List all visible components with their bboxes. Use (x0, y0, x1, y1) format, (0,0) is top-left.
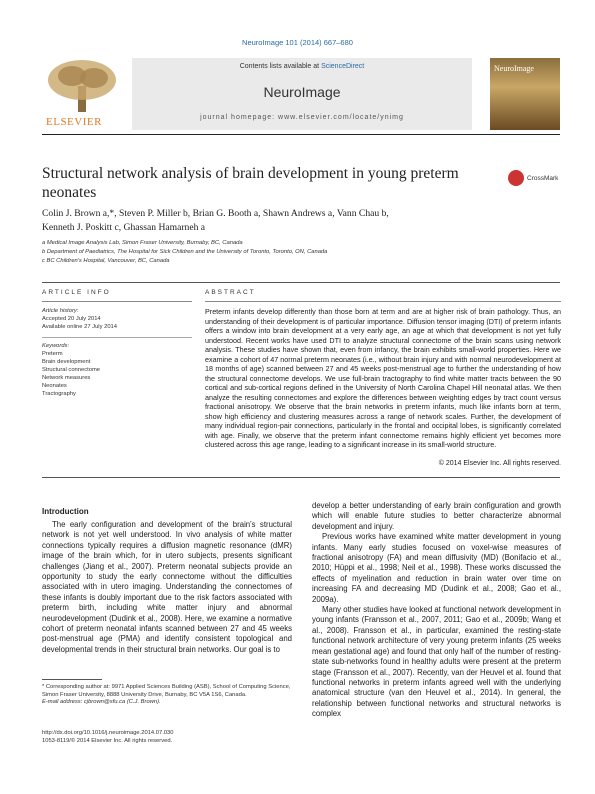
keyword: Neonates (42, 383, 67, 389)
keywords-label: Keywords: (42, 343, 70, 349)
abstract-heading: ABSTRACT (205, 289, 256, 296)
history-label: Article history: (42, 308, 79, 314)
available-date: Available online 27 July 2014 (42, 324, 117, 330)
article-info-heading: ARTICLE INFO (42, 289, 111, 296)
abstract-text: Preterm infants develop differently than those born at term and are at higher risk of brain pathology. Thus, an understanding of their development is of particular importance. Diffusion tensor imaging (DTI) of preterm infants offers a window into brain development at a very early age, an age at which that development is not yet fully understood. Recent works have used DTI to analyze structural connectome of the brain scans using network analysis. These studies have shown that, even from infancy, the brain exhibits small-world properties. Here we examine a cohort of 47 normal preterm neonates (i.e., without brain injury and with normal neurodevelopment at 18 months of age) scanned between 27 and 45 weeks post-menstrual age to further the understanding of how the structural connectome develops. We use full-brain tractography to find white matter tracts between the 90 cortical and sub-cortical regions defined in the University of North Carolina Chapel Hill neonatal atlas. We then analyze the resulting connectomes and explore the differences between weighting edges by tract count versus fractional anisotropy. We observe that the brain networks in preterm infants, much like infants born at term, show high efficiency and clustering measures across a range of network scales. Further, the development of many individual region-pair connections, particularly in the frontal and occipital lobes, is significantly correlated with age. Finally, we observe that the preterm infant connectome remains highly efficient yet becomes more clustered across this age range, leading to a significant increase in its small-world structure. (205, 307, 561, 449)
keyword: Network measures (42, 375, 91, 381)
divider (42, 477, 560, 478)
intro-right-column (312, 501, 561, 720)
copyright: © 2014 Elsevier Inc. All rights reserved. (438, 460, 561, 467)
intro-left-column (42, 520, 292, 655)
affiliation-a: a Medical Image Analysis Lab, Simon Fraser University, Burnaby, BC, Canada (42, 240, 243, 246)
sciencedirect-link[interactable]: ScienceDirect (321, 63, 365, 70)
journal-reference[interactable]: NeuroImage 101 (2014) 667–680 (242, 38, 353, 47)
crossmark-badge[interactable] (508, 170, 563, 190)
intro-paragraph: The early configuration and development of the brain's structural network is not yet well understood. In vivo analysis of white matter connections typically requires a diffusion magnetic resonance (dMR) image of the brain which, for in utero subjects, presents significant challenges (Jiang et al., 2007). Preterm neonatal subjects provide an opportunity to study the early connectome without the difficulties associated with in utero imaging. Understanding the connectomes of these infants is doubly important due to the risk factors associated with preterm birth, including white matter injury and abnormal neurodevelopment (Dudink et al., 2008). Here, we examine a normative cohort of preterm neonatal infants scanned between 27 and 45 weeks post-menstrual age (PMA) and identify consistent topological and developmental trends in their structural brain networks. Our goal is to (42, 520, 292, 654)
keyword: Tractography (42, 391, 76, 397)
footnote-corresponding: * Corresponding author at: 9971 Applied Sciences Building (ASB), School of Computing Science, Simon Fraser University, 8888 University Drive, Burnaby, BC V5A 1S6, Canada. (42, 684, 291, 698)
footnote-rule (42, 679, 102, 680)
keyword: Preterm (42, 351, 63, 357)
elsevier-logo (42, 58, 122, 130)
doi-link[interactable]: http://dx.doi.org/10.1016/j.neuroimage.2014.07.030 (42, 730, 174, 736)
footnote (42, 684, 294, 707)
article-info-rule (42, 301, 192, 302)
journal-cover (490, 58, 560, 130)
journal-header (42, 58, 560, 135)
publisher-name: ELSEVIER (46, 116, 102, 128)
crossmark-icon (508, 170, 524, 186)
journal-homepage[interactable]: journal homepage: www.elsevier.com/locate/ynimg (200, 114, 404, 121)
intro-paragraph: develop a better understanding of early brain configuration and growth which will enable future studies to better characterize abnormal development and injury. (312, 501, 561, 531)
article-history (42, 307, 192, 331)
intro-heading: Introduction (42, 507, 89, 516)
authors-line-2: Kenneth J. Poskitt c, Ghassan Hamarneh a (42, 222, 206, 233)
authors-line-1: Colin J. Brown a,*, Steven P. Miller b, Brian G. Booth a, Shawn Andrews a, Vann Chau b, (42, 208, 389, 219)
footnote-email[interactable]: E-mail address: cjbrown@sfu.ca (C.J. Brown). (42, 699, 161, 706)
affiliation-b: b Department of Paediatrics, The Hospital for Sick Children and the University of Toronto, Toronto, ON, Canada (42, 249, 328, 255)
intro-paragraph: Previous works have examined white matter development in young infants. Many early studies focused on voxel-wise measures of fractional anisotropy (FA) and mean diffusivity (MD) (Bonifacio et al., 2010; Hüppi et al., 1998; Neil et al., 1998). These works discussed the effects of myelination and reduction in brain water over time on increasing FA and decreasing MD (Dudink et al., 2008; Gao et al., 2009a). (312, 532, 561, 604)
abstract-rule (205, 301, 561, 302)
article-title: Structural network analysis of brain development in young preterm neonates (42, 165, 459, 201)
keyword: Brain development (42, 359, 91, 365)
contents-line: Contents lists available at ScienceDirect (239, 63, 365, 70)
cover-title: NeuroImage (494, 64, 534, 73)
keywords-rule (42, 337, 192, 338)
tree-icon (42, 58, 122, 114)
author-list (42, 207, 562, 235)
issn: 1053-8119/© 2014 Elsevier Inc. All rights reserved. (42, 738, 173, 744)
crossmark-label: CrossMark (527, 175, 559, 182)
intro-paragraph: Many other studies have looked at functional network development in young infants (Fransson et al., 2007, 2011; Gao et al., 2009b; Wang et al., 2008). Fransson et al., in particular, examined the resting-state functional network architecture of very young preterm infants (25 weeks mean gestational age) and found that only half of the number of resting-state sub-networks found in healthy adults were present at the preterm stage (Fransson et al., 2007). Recently, van der Heuvel et al. found that functional networks in preterm infants agreed well with the underlying anatomical structure (van den Heuvel et al., 2014). In general, the relationship between functional networks and structural networks is complex (312, 605, 561, 719)
journal-name: NeuroImage (263, 84, 341, 100)
keyword: Structural connectome (42, 367, 100, 373)
header-center (132, 58, 472, 130)
keywords-block (42, 342, 192, 398)
affiliation-c: c BC Children's Hospital, Vancouver, BC, Canada (42, 258, 170, 264)
accepted-date: Accepted 20 July 2014 (42, 316, 101, 322)
divider (42, 282, 560, 283)
